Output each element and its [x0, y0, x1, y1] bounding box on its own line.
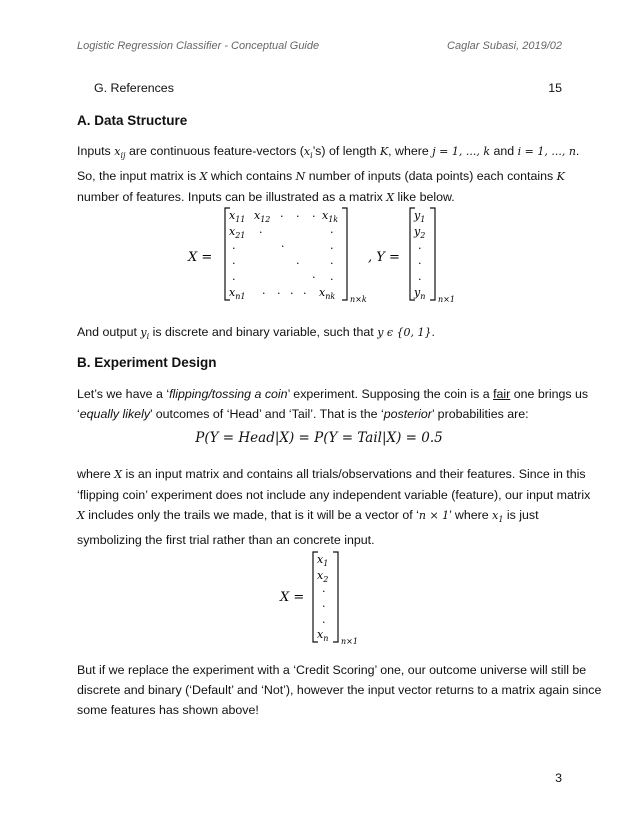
eq1-mid: , Y = [368, 250, 400, 265]
svg-text:.: . [277, 284, 281, 297]
equation-matrix-x-y [150, 200, 470, 310]
svg-text:.: . [312, 207, 316, 220]
toc-page-number: 15 [548, 81, 562, 95]
svg-text:.: . [259, 223, 263, 236]
svg-text:.: . [330, 270, 334, 283]
svg-text:.: . [296, 207, 300, 220]
section-b-heading: B. Experiment Design [77, 355, 217, 370]
svg-text:xn1: $x_{n1}$ [229, 286, 246, 301]
svg-text:.: . [232, 270, 236, 283]
eq1-lhs: X = [188, 250, 213, 265]
underlined-fair: fair [493, 387, 511, 401]
svg-text:xn: $x_n$ [317, 628, 329, 643]
svg-text:n×1: n×1 [438, 295, 455, 304]
running-header-author: Caglar Subasi, 2019/02 [447, 40, 562, 52]
svg-text:.: . [330, 254, 334, 267]
equation-vector-x [270, 548, 380, 648]
svg-text:.: . [303, 284, 307, 297]
svg-text:.: . [322, 613, 326, 626]
svg-text:x11: $x_{11}$ [229, 209, 246, 224]
svg-text:y1: $y_1$ [414, 209, 426, 224]
eq3-lhs: X = [280, 590, 305, 605]
bracket-right [342, 208, 347, 300]
svg-text:.: . [322, 597, 326, 610]
svg-text:.: . [296, 254, 300, 267]
svg-text:yn: $y_n$ [414, 286, 426, 301]
math-y-set: y ϵ {0, 1} [377, 326, 432, 339]
section-b-paragraph-1: Let’s we have a ‘flipping/tossing a coin’ experiment. Supposing the coin is a fair one brings us ‘equally likely’ outcomes of ‘Head’ and ‘Tail’. That is the ‘posterior’ probabilities are: [77, 387, 589, 421]
math-j-range: j = 1, ..., k [432, 145, 491, 158]
running-header-title: Logistic Regression Classifier - Conceptual Guide [77, 40, 320, 52]
section-b-paragraph-2: where X is an input matrix and contains all trials/observations and their features. Since in this ‘flipping coin’ experiment does not include any independent variable (feature), our input matrix X includes only the trails we made, that is it will be a vector of ‘n × 1’ where $x_1$ is just symbolizing the first trial rather than an concrete input. [77, 467, 591, 548]
svg-text:n×k: n×k [350, 295, 367, 304]
svg-text:.: . [232, 239, 236, 252]
svg-text:.: . [322, 582, 326, 595]
svg-text:x1: $x_1$ [317, 553, 329, 568]
svg-text:xnk: $x_{nk}$ [319, 286, 336, 301]
svg-text:.: . [418, 239, 422, 252]
svg-text:.: . [281, 237, 285, 250]
svg-text:x12: $x_{12}$ [254, 209, 271, 224]
page-number: 3 [555, 771, 562, 785]
math-x-ij: $x_{ij}$ [114, 145, 126, 161]
svg-text:.: . [312, 268, 316, 281]
svg-text:x2: $x_2$ [317, 569, 329, 584]
svg-text:.: . [418, 270, 422, 283]
svg-text:.: . [330, 223, 334, 236]
section-b-paragraph-3: But if we replace the experiment with a ‘Credit Scoring’ one, our outcome universe will still be discrete and binary (‘Default’ and ‘Not’), however the input vector returns to a matrix again since some features has shown above! [77, 663, 602, 717]
svg-text:x21: $x_{21}$ [229, 225, 246, 240]
svg-text:.: . [280, 207, 284, 220]
toc-entry-references[interactable]: G. References [94, 81, 174, 95]
svg-text:.: . [418, 254, 422, 267]
svg-text:n×1: n×1 [341, 637, 358, 646]
math-i-range: i = 1, ..., n [517, 145, 576, 158]
svg-text:.: . [330, 239, 334, 252]
svg-text:y2: $y_2$ [414, 225, 426, 240]
svg-text:x1k: $x_{1k}$ [322, 209, 339, 224]
equation-posterior: P(Y = Head|X) = P(Y = Tail|X) = 0.5 [195, 430, 443, 446]
svg-text:.: . [262, 284, 266, 297]
svg-text:.: . [232, 254, 236, 267]
svg-text:.: . [290, 284, 294, 297]
section-a-paragraph-2: And output $y_i$ is discrete and binary variable, such that y ϵ {0, 1}. [77, 325, 435, 342]
section-a-paragraph-1: Inputs $x_{ij}$ are continuous feature-vectors $(x_i’s)$ of length K, where j = 1, ..., k and i = 1, ..., n. So, the input matrix is X which contains N number of inputs (data points) each contains K number of features. Inputs can be illustrated as a matrix X like below. [77, 144, 580, 205]
math-x-i: $x_i$ [303, 145, 313, 161]
section-a-heading: A. Data Structure [77, 113, 188, 128]
